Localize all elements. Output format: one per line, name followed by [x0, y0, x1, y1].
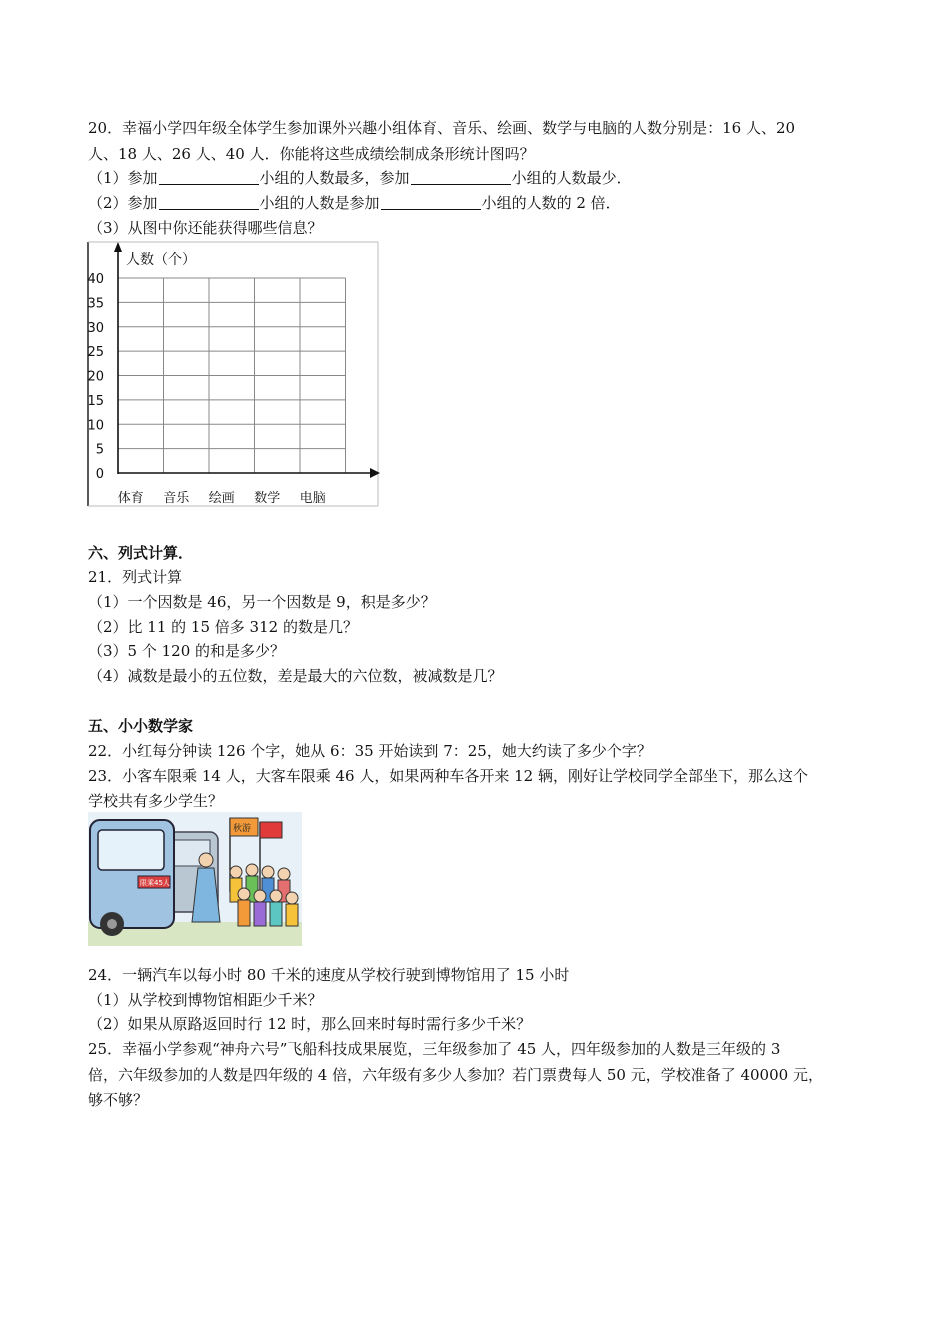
- q20-part3: （3）从图中你还能获得哪些信息？: [88, 219, 323, 237]
- flag-text: 秋游: [233, 824, 252, 834]
- y-tick-label: 5: [95, 442, 104, 458]
- y-tick-label: 10: [87, 418, 104, 434]
- q20-part2-text-a: （2）参加: [88, 194, 158, 212]
- q20-stem-line1: 20．幸福小学四年级全体学生参加课外兴趣小组体育、音乐、绘画、数学与电脑的人数分别是：16 人、20: [88, 119, 796, 137]
- q25-line2: 倍，六年级参加的人数是四年级的 4 倍，六年级有多少人参加？若门票费每人 50 元，学校准备了 40000 元，: [88, 1066, 823, 1084]
- y-tick-label: 15: [87, 393, 104, 409]
- section6-title: 六、列式计算．: [88, 544, 194, 562]
- q25-line3: 够不够？: [88, 1091, 149, 1109]
- answer-blank[interactable]: [411, 170, 511, 185]
- section5-title: 五、小小数学家: [88, 717, 194, 735]
- q21-part3: （3）5 个 120 的和是多少？: [88, 642, 286, 660]
- x-tick-label: 电脑: [299, 491, 326, 506]
- q20-part1-text-a: （1）参加: [88, 169, 158, 187]
- bus-field-trip-illustration: [88, 812, 302, 946]
- q21-title: 21．列式计算: [88, 568, 183, 586]
- y-tick-label: 0: [95, 467, 104, 482]
- answer-blank[interactable]: [159, 195, 259, 210]
- front-bus-windshield: [98, 830, 164, 870]
- q20-part2-text-c: 小组的人数的 2 倍．: [481, 194, 621, 212]
- answer-blank[interactable]: [159, 170, 259, 185]
- x-tick-labels: [118, 490, 326, 506]
- q23-line2: 学校共有多少学生？: [88, 792, 224, 810]
- x-tick-label: 数学: [254, 491, 281, 506]
- y-tick-label: 40: [87, 272, 104, 287]
- q20-part1: [88, 168, 632, 188]
- q20-part1-text-c: 小组的人数最少．: [511, 169, 632, 187]
- q20-part2: [88, 193, 621, 213]
- q21-part1: （1）一个因数是 46，另一个因数是 9，积是多少？: [88, 593, 436, 611]
- q20-stem-line2: 人、18 人、26 人、40 人．你能将这些成绩绘制成条形统计图吗？: [88, 145, 535, 163]
- y-tick-label: 35: [87, 296, 104, 312]
- children-group: [230, 864, 298, 926]
- bar-chart-grid: [86, 238, 386, 510]
- y-tick-label: 25: [87, 345, 104, 361]
- q20-part1-text-b: 小组的人数最多，参加: [259, 169, 410, 187]
- x-tick-label: 体育: [117, 491, 144, 506]
- q22: 22．小红每分钟读 126 个字，她从 6：35 开始读到 7：25，她大约读了多少个字？: [88, 742, 652, 760]
- x-tick-label: 绘画: [208, 491, 235, 506]
- y-tick-labels: [87, 272, 104, 482]
- red-flag: [260, 822, 282, 838]
- q24-part1: （1）从学校到博物馆相距少千米？: [88, 991, 323, 1009]
- q20-part2-text-b: 小组的人数是参加: [259, 194, 380, 212]
- q21-part2: （2）比 11 的 15 倍多 312 的数是几？: [88, 618, 358, 636]
- y-tick-label: 30: [87, 320, 104, 336]
- grid-lines: [118, 278, 346, 473]
- q24-stem: 24．一辆汽车以每小时 80 千米的速度从学校行驶到博物馆用了 15 小时: [88, 966, 570, 984]
- x-tick-label: 音乐: [163, 491, 190, 506]
- q21-part4: （4）减数是最小的五位数，差是最大的六位数，被减数是几？: [88, 667, 503, 685]
- y-axis-label: 人数（个）: [126, 252, 196, 268]
- bus-sign-text: 限乘45人: [140, 879, 170, 887]
- q23-line1: 23．小客车限乘 14 人，大客车限乘 46 人，如果两种车各开来 12 辆，刚好让学校同学全部坐下，那么这个: [88, 767, 808, 785]
- front-bus-hub: [107, 919, 117, 929]
- q25-line1: 25．幸福小学参观“神舟六号”飞船科技成果展览，三年级参加了 45 人，四年级参加的人数是三年级的 3: [88, 1040, 781, 1058]
- y-tick-label: 20: [87, 369, 104, 385]
- answer-blank[interactable]: [381, 195, 481, 210]
- y-axis-arrow: [114, 242, 122, 252]
- q24-part2: （2）如果从原路返回时行 12 时，那么回来时每时需行多少千米？: [88, 1015, 532, 1033]
- teacher-head: [199, 853, 213, 867]
